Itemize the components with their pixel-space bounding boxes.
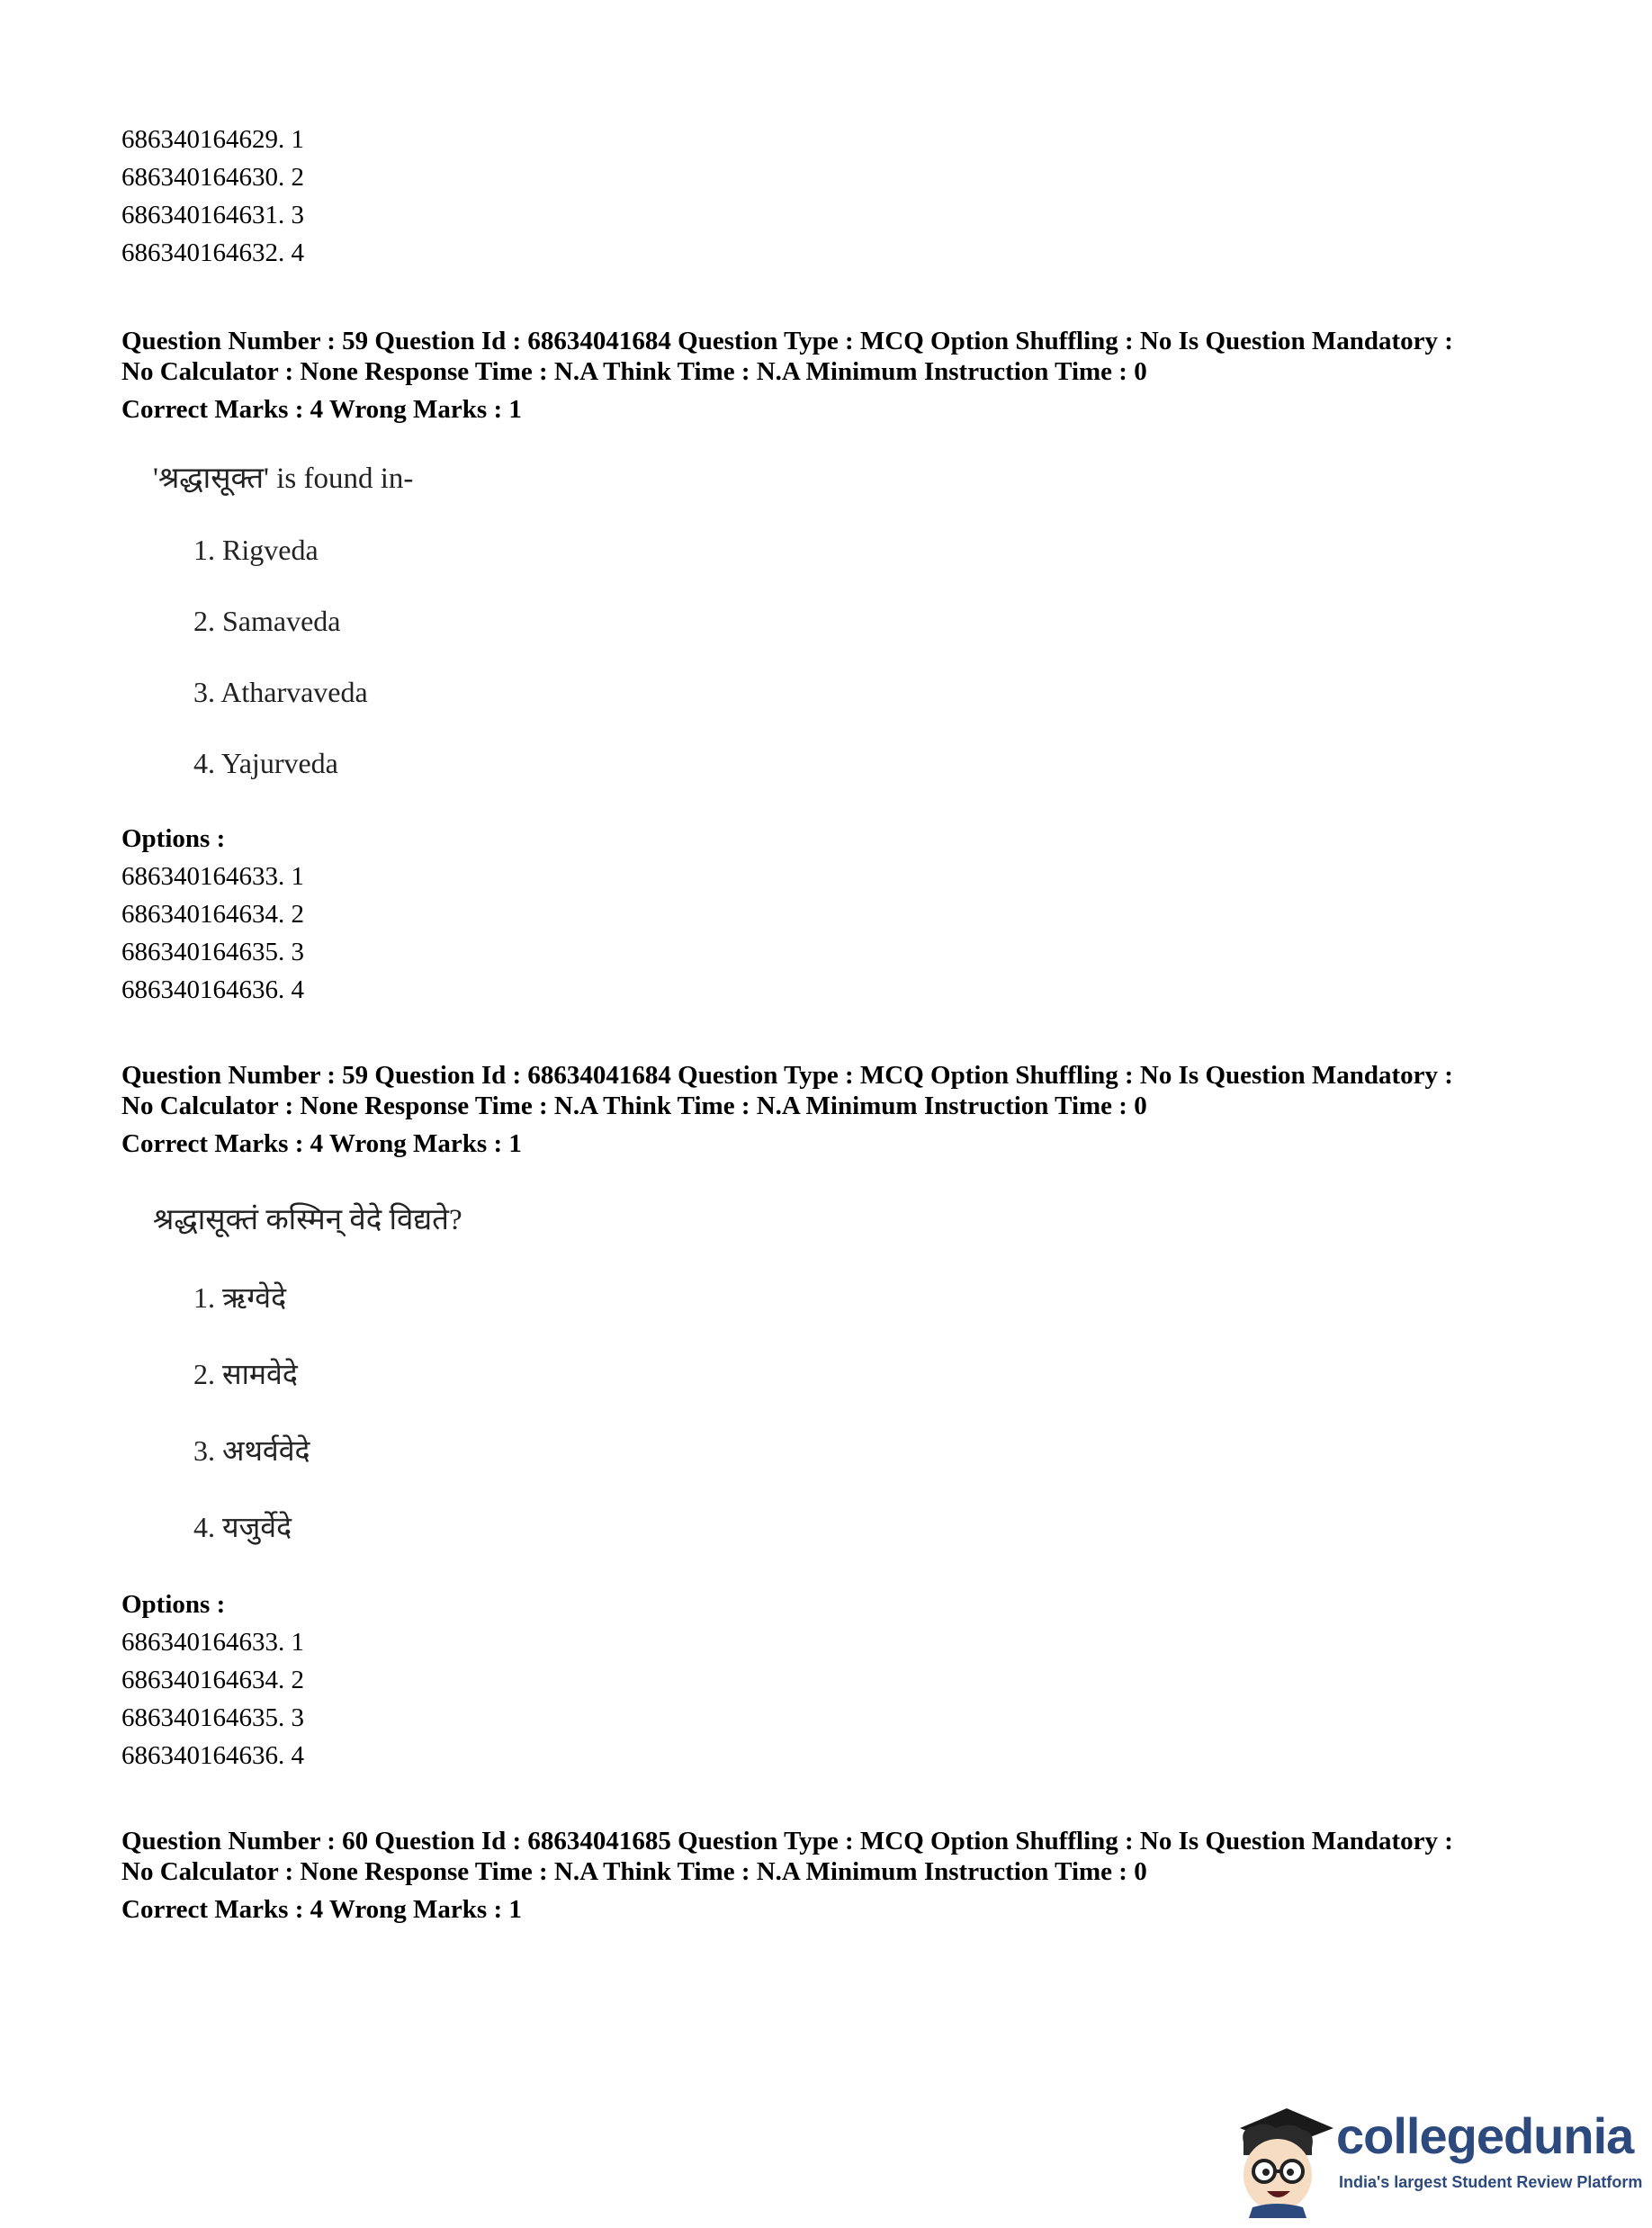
answer-choice: 1. ऋग्वेदे <box>193 1281 287 1314</box>
options-label: Options : <box>121 1590 226 1619</box>
question-header: Question Number : 59 Question Id : 68634041684 Question Type : MCQ Option Shuffling : No Is Question Mandatory : <box>121 327 1453 355</box>
question-text: श्रद्धासूक्तं कस्मिन् वेदे विद्यते? <box>153 1204 462 1236</box>
option-line: 686340164634. 2 <box>121 900 304 929</box>
answer-choice: 1. Rigveda <box>193 534 319 566</box>
question-text: 'श्रद्धासूक्त' is found in- <box>153 463 414 495</box>
question-marks: Correct Marks : 4 Wrong Marks : 1 <box>121 1895 522 1924</box>
question-header: No Calculator : None Response Time : N.A Think Time : N.A Minimum Instruction Time : 0 <box>121 357 1147 386</box>
option-line: 686340164633. 1 <box>121 1628 304 1657</box>
answer-choice: 4. Yajurveda <box>193 747 338 779</box>
question-marks: Correct Marks : 4 Wrong Marks : 1 <box>121 395 522 424</box>
answer-choice: 2. सामवेदे <box>193 1358 298 1390</box>
logo-wordmark: collegedunia <box>1336 2107 1634 2164</box>
question-header: Question Number : 59 Question Id : 68634041684 Question Type : MCQ Option Shuffling : No Is Question Mandatory : <box>121 1061 1453 1090</box>
option-line: 686340164636. 4 <box>121 1741 304 1770</box>
question-marks: Correct Marks : 4 Wrong Marks : 1 <box>121 1129 522 1158</box>
question-header: Question Number : 60 Question Id : 68634041685 Question Type : MCQ Option Shuffling : No Is Question Mandatory : <box>121 1827 1453 1855</box>
question-header: No Calculator : None Response Time : N.A Think Time : N.A Minimum Instruction Time : 0 <box>121 1857 1147 1886</box>
option-line: 686340164629. 1 <box>121 125 304 154</box>
option-line: 686340164631. 3 <box>121 201 304 229</box>
option-line: 686340164633. 1 <box>121 862 304 891</box>
logo-tagline: India's largest Student Review Platform <box>1339 2173 1643 2191</box>
collegedunia-logo <box>1224 2101 1647 2218</box>
option-line: 686340164630. 2 <box>121 163 304 192</box>
option-line: 686340164635. 3 <box>121 1703 304 1732</box>
option-line: 686340164632. 4 <box>121 238 304 267</box>
mascot-icon <box>1224 2101 1336 2218</box>
options-label: Options : <box>121 824 226 853</box>
answer-choice: 3. Atharvaveda <box>193 676 368 708</box>
answer-choice: 3. अथर्ववेदे <box>193 1434 310 1467</box>
option-line: 686340164636. 4 <box>121 975 304 1004</box>
question-header: No Calculator : None Response Time : N.A Think Time : N.A Minimum Instruction Time : 0 <box>121 1092 1147 1120</box>
option-line: 686340164635. 3 <box>121 938 304 966</box>
answer-choice: 2. Samaveda <box>193 605 341 637</box>
option-line: 686340164634. 2 <box>121 1666 304 1694</box>
answer-choice: 4. यजुर्वेदे <box>193 1511 292 1543</box>
